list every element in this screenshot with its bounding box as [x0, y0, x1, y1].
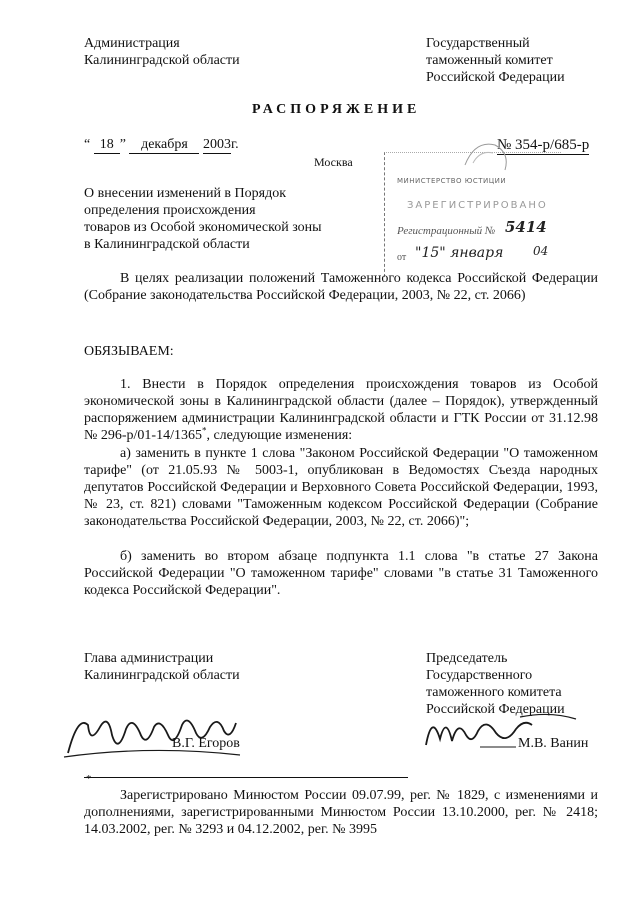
date-month: декабря — [129, 136, 199, 154]
paragraph-a: а) заменить в пункте 1 слова "Законом Российской Федерации "О таможенном тарифе" (от 21.05.93 № 5003-1, опубликован в Ведомостях Съезда народных депутатов Российской Федерации и Верховного Совета Российской Федерации, 1993, № 23, ст. 821) словами "Таможенным кодексом Российской Федерации (Собрание законодательства Российской Федерации, 2003, № 22, ст. 2066)"; — [84, 446, 598, 529]
left-signatory-title: Глава администрации Калининградской области — [84, 651, 240, 683]
paragraph-1-text: 1. Внести в Порядок определения происхождения товаров из Особой экономической зоны в Калининградской области (далее – Порядок), утвержденный распоряжением администрации Калининградской области и ГТК России от 31.12.98 № 296-р/01-14/1365 — [84, 377, 598, 443]
date-quote-open: “ — [84, 137, 91, 152]
stamp-date-prefix: от — [397, 252, 407, 263]
date-day: 18 — [94, 136, 120, 154]
city: Москва — [314, 155, 353, 169]
date-quote-close: ” — [119, 137, 126, 152]
intro-paragraph: В целях реализации положений Таможенного кодекса Российской Федерации (Собрание законодательства Российской Федерации, 2003, № 22, ст. 2066) — [84, 271, 598, 303]
document-date — [84, 136, 239, 154]
stamp-registered: ЗАРЕГИСТРИРОВАНО — [407, 200, 548, 211]
right-signatory-title: Председатель Государственного таможенного комитета Российской Федерации — [426, 651, 565, 717]
stamp-date-hand: "15" января — [415, 245, 504, 261]
stamp-ministry: МИНИСТЕРСТВО ЮСТИЦИИ — [397, 177, 507, 185]
oblige-heading: ОБЯЗЫВАЕМ: — [84, 344, 174, 359]
footnote-mark: * — [86, 773, 92, 785]
footnote-text: Зарегистрировано Минюстом России 09.07.99, рег. № 1829, с изменениями и дополнениями, зарегистрированными Минюстом России 13.10.2000, рег. № 2418; 14.03.2002, рег. № 3293 и 04.12.2002, рег. № 3995 — [84, 788, 598, 837]
date-year: 2003 — [202, 137, 231, 152]
document-subject: О внесении изменений в Порядок определения происхождения товаров из Особой экономической зоны в Калининградской области — [84, 186, 322, 252]
paragraph-b: б) заменить во втором абзаце подпункта 1.1 слова "в статье 27 Закона Российской Федерации "О таможенном тарифе" словами "в статье 31 Таможенного кодекса Российской Федерации". — [84, 549, 598, 598]
paragraph-1-tail: , следующие изменения: — [206, 428, 353, 443]
footnote-ref: * — [201, 425, 207, 436]
date-suffix: г. — [230, 137, 239, 152]
footnote-rule — [84, 777, 408, 778]
left-signatory-name: В.Г. Егоров — [172, 736, 240, 751]
stamp-year-hand: 04 — [533, 244, 549, 258]
stamp-reg-label: Регистрационный № — [397, 225, 496, 237]
document-number-text: № 354-р/685-р — [497, 137, 590, 153]
registration-stamp — [384, 152, 561, 277]
right-signatory-name: М.В. Ванин — [518, 736, 589, 751]
stamp-reg-number: 5414 — [505, 218, 547, 236]
document-title: РАСПОРЯЖЕНИЕ — [252, 102, 421, 117]
paragraph-1 — [84, 376, 598, 444]
issuer-right: Государственный таможенный комитет Российской Федерации — [426, 36, 565, 85]
issuer-left: Администрация Калининградской области — [84, 36, 240, 68]
